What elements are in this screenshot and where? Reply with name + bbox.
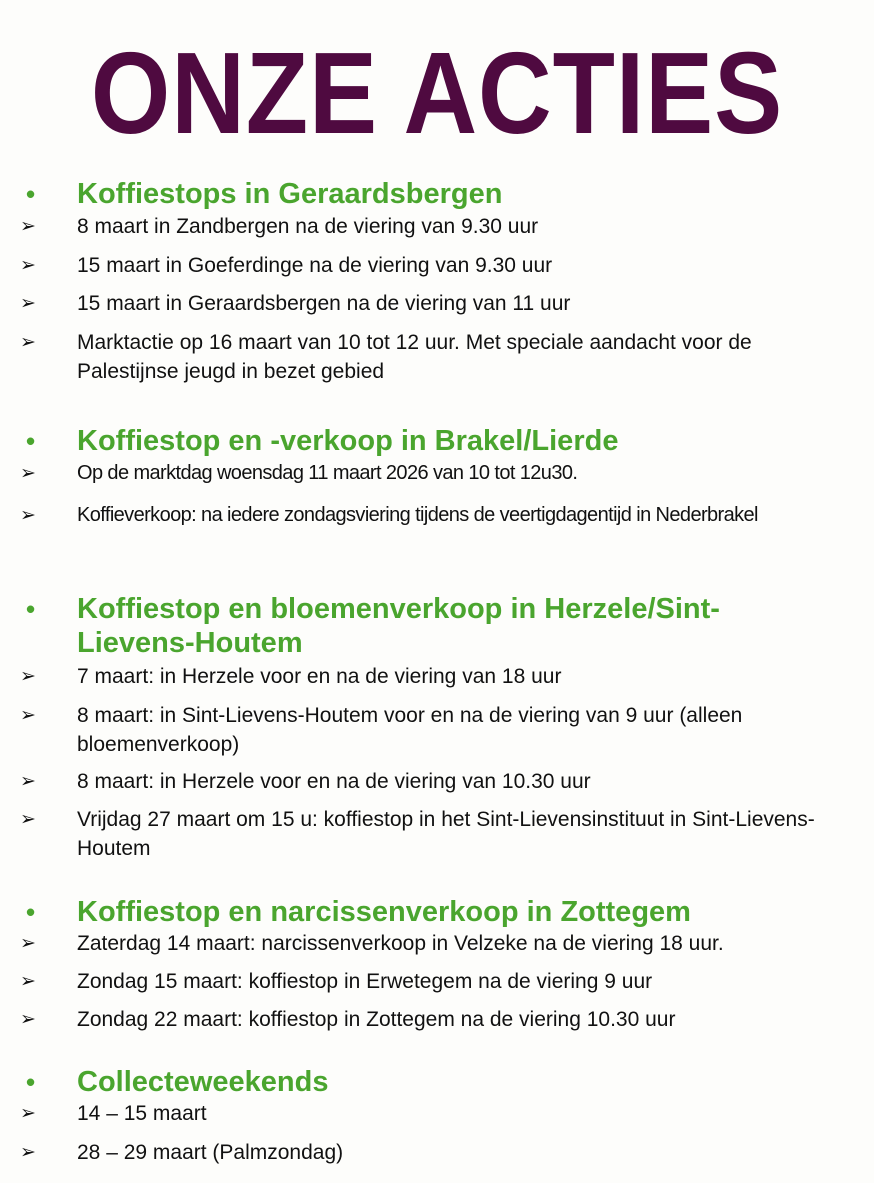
flyer-page: ONZE ACTIES • Koffiestops in Geraardsbergen ➢ 8 maart in Zandbergen na de viering van 9.30 uur ➢ 15 maart in Goeferdinge na de viering van 9.30 uur ➢ 15 maart in Geraardsbergen na de viering van 11 uur ➢ Marktactie op 16 maart van 10 tot 12 uur. Met speciale aandacht voor de Palestijnse jeugd in bezet gebied • Koffiestop en -verkoop in Brakel/Lierde ➢ Op de marktdag woensdag 11 maart 2026 van 10 tot 12u30. ➢ Koffieverkoop: na iedere zondagsviering tijdens de veertigdagentijd in Nederbrakel • Koffiestop en bloemenverkoop in Herzele/Sint-Lievens-Houtem ➢ 7 maart: in Herzele voor en na de viering van 18 uur ➢ 8 maart: in Sint-Lievens-Houtem voor en na de viering van 9 uur (alleen bloemenverkoop) ➢ 8 maart: in Herzele voor en na de viering van 10.30 uur ➢ Vrijdag 27 maart om 15 u: koffiestop in het Sint-Lievensinstituut in Sint-Lievens-Houtem • Koffiestop en narcissenverkoop in Zottegem ➢ Zaterdag 14 maart: narcissenverkoop in Velzeke na de viering 18 uur. ➢ Zondag 15 maart: koffiestop in Erwetegem na de viering 9 uur ➢ Zondag 22 maart: koffiestop in Zottegem na de viering 10.30 uur • Collecteweekends ➢ 14 – 15 maart ➢ 28 – 29 maart (Palmzondag) <box>0 0 874 1183</box>
bullet-icon: • <box>26 1067 36 1097</box>
arrow-bullet-icon: ➢ <box>20 666 36 687</box>
arrow-bullet-icon: ➢ <box>20 1009 36 1030</box>
bullet-icon: • <box>26 179 36 209</box>
bullet-icon: • <box>26 594 36 624</box>
arrow-bullet-icon: ➢ <box>20 933 36 954</box>
arrow-bullet-icon: ➢ <box>20 971 36 992</box>
arrow-bullet-icon: ➢ <box>20 505 36 526</box>
bullet-icon: • <box>26 426 36 456</box>
arrow-bullet-icon: ➢ <box>20 1142 36 1163</box>
arrow-bullet-icon: ➢ <box>20 293 36 314</box>
arrow-bullet-icon: ➢ <box>20 705 36 726</box>
arrow-bullet-icon: ➢ <box>20 809 36 830</box>
arrow-bullet-icon: ➢ <box>20 216 36 237</box>
arrow-bullet-icon: ➢ <box>20 1103 36 1124</box>
page-title: ONZE ACTIES <box>90 28 784 158</box>
bullet-icon: • <box>26 897 36 927</box>
arrow-bullet-icon: ➢ <box>20 255 36 276</box>
arrow-bullet-icon: ➢ <box>20 771 36 792</box>
arrow-bullet-icon: ➢ <box>20 463 36 484</box>
arrow-bullet-icon: ➢ <box>20 332 36 353</box>
